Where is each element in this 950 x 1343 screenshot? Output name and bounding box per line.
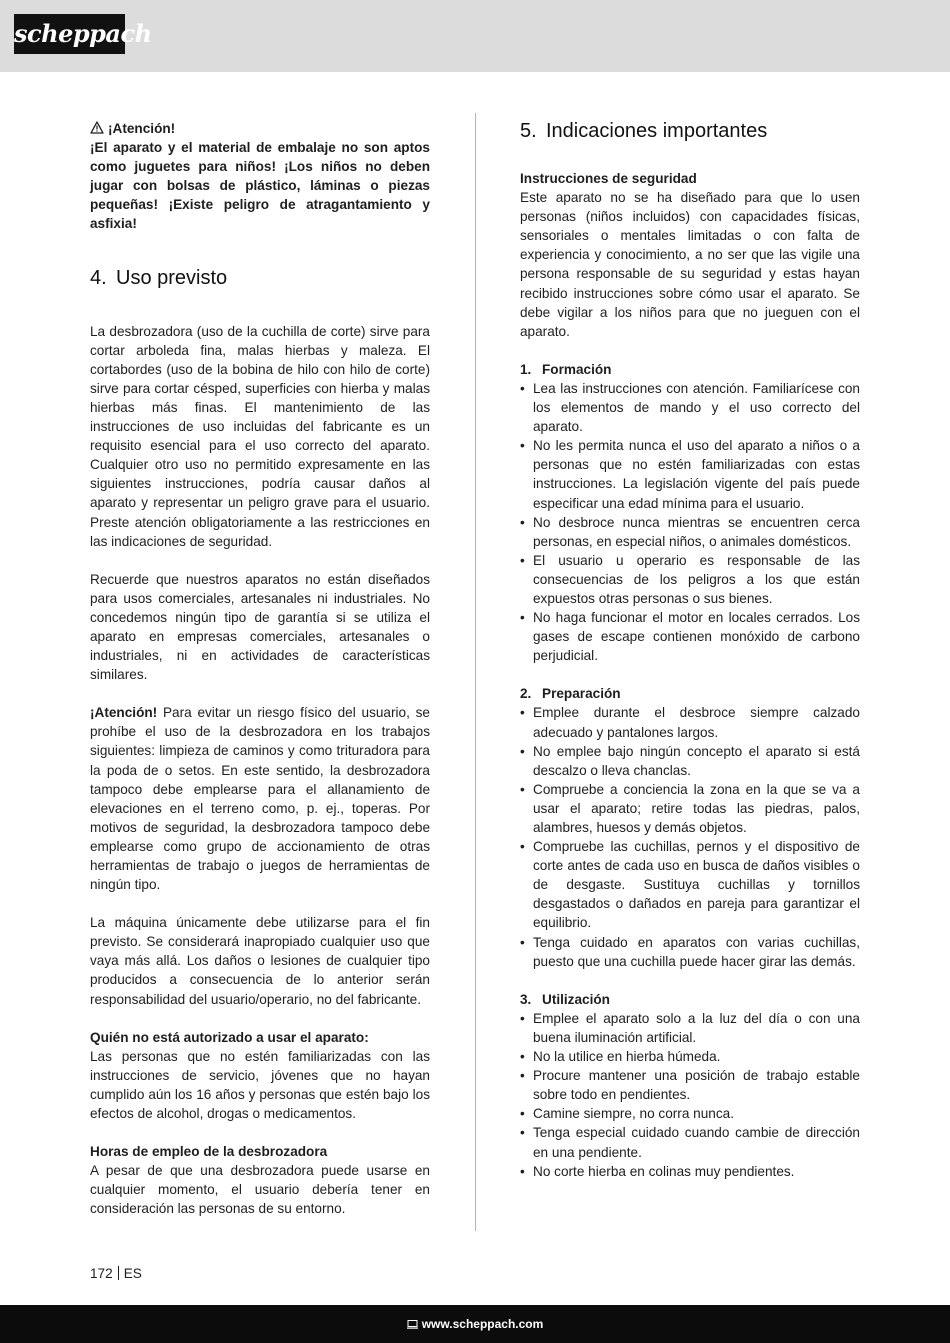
list-item: • El usuario u operario es responsable de las consecuencias de los peligros a los que están expuestos otras personas o sus bienes.: [520, 552, 860, 606]
attention-body: ¡El aparato y el material de embalaje no son aptos como juguetes para niños! ¡Los niños no deben jugar con bolsas de plástico, láminas o piezas pequeñas! ¡Existe peligro de atragantamiento y asfixia!: [90, 140, 430, 232]
list-item: • Emplee el aparato solo a la luz del día o con una buena iluminación artificial.: [520, 1010, 860, 1045]
language-code: ES: [123, 1266, 142, 1281]
safety-instructions-heading: Instrucciones de seguridad: [520, 171, 697, 186]
preparation-heading: 2. Preparación: [520, 686, 621, 702]
list-item: • No la utilice en hierba húmeda.: [520, 1049, 721, 1065]
list-item: • Compruebe las cuchillas, pernos y el dispositivo de corte antes de cada uso en busca de daños visibles o de desgaste. Sustituya cuchillas y tornillos desgastados o dañados en pareja para garantizar el equilibrio.: [520, 839, 860, 931]
list-item: • No emplee bajo ningún concepto el aparato si está descalzo o lleva chanclas.: [520, 743, 860, 778]
not-authorized-heading: Quién no está autorizado a usar el aparato:: [90, 1029, 369, 1045]
preparation-list: [520, 703, 860, 970]
usage-hours-body: A pesar de que una desbrozadora puede usarse en cualquier momento, el usuario debería tener en consideración las personas de su entorno.: [90, 1163, 430, 1217]
column-divider: [475, 113, 476, 1231]
training-heading: 1. Formación: [520, 361, 612, 377]
list-item: • Procure mantener una posición de trabajo estable sobre todo en pendientes.: [520, 1068, 860, 1103]
left-column: [90, 119, 430, 1219]
page-number: 172: [90, 1266, 113, 1281]
safety-instructions-body: Este aparato no se ha diseñado para que lo usen personas (niños incluidos) con capacidades físicas, sensoriales o mentales limitadas o con falta de experiencia y conocimiento, a no ser que las vigile una persona responsable de su seguridad y estas hayan recibido instrucciones sobre cómo usar el aparato. Se debe vigilar a los niños para que no jueguen con el aparato.: [520, 190, 860, 339]
bottom-bar: [0, 1305, 950, 1343]
attention-title: ¡Atención!: [108, 121, 176, 136]
warning-triangle-icon: [90, 121, 104, 134]
footer-separator: [118, 1266, 119, 1280]
list-item: • Compruebe a conciencia la zona en la que se va a usar el aparato; retire todas las piedras, palos, alambres, huesos y demás objetos.: [520, 781, 860, 835]
list-item: • Tenga especial cuidado cuando cambie de dirección en una pendiente.: [520, 1125, 860, 1160]
list-item: • No corte hierba en colinas muy pendientes.: [520, 1163, 795, 1179]
website-link[interactable]: [0, 1305, 950, 1343]
website-url: www.scheppach.com: [421, 1317, 544, 1331]
right-column: [520, 119, 860, 1181]
list-item: • Camine siempre, no corra nunca.: [520, 1106, 734, 1122]
intended-use-paragraph-1: La desbrozadora (uso de la cuchilla de corte) sirve para cortar arboleda fina, malas hierbas y maleza. El cortabordes (uso de la bobina de hilo con hilo de corte) sirve para cortar césped, superficies con hierba y malas hierbas más finas. El mantenimiento de las instrucciones de uso incluidas del fabricante es un requisito esencial para el uso correcto del aparato. Cualquier otro uso no permitido expresamente en las siguientes instrucciones, podría causar daños al aparato y representar un peligro grave para el usuario. Preste atención obligatoriamente a las restricciones en las indicaciones de seguridad.: [90, 323, 430, 549]
training-list: [520, 379, 860, 665]
section-5-title: 5. Indicaciones importantes: [520, 120, 768, 142]
intended-use-paragraph-4: La máquina únicamente debe utilizarse para el fin previsto. Se considerará inapropiado cualquier uso que vaya más allá. Los daños o lesiones de cualquier tipo producidos a consecuencia de lo anterior serán responsabilidad del usuario/operario, no del fabricante.: [90, 915, 430, 1007]
list-item: • Emplee durante el desbroce siempre calzado adecuado y pantalones largos.: [520, 705, 860, 740]
page-header: [0, 0, 950, 72]
usage-list: [520, 1009, 860, 1181]
scheppach-logo: scheppach: [14, 14, 125, 54]
list-item: • No les permita nunca el uso del aparato a niños o a personas que no estén familiarizadas con estas instrucciones. La legislación vigente del país puede especificar una edad mínima para el usuario.: [520, 438, 860, 511]
intended-use-paragraph-2: Recuerde que nuestros aparatos no están diseñados para usos comerciales, artesanales ni industriales. No concedemos ningún tipo de garantía si se utiliza el aparato en empresas comerciales, artesanales o industriales, ni en actividades de características similares.: [90, 571, 430, 683]
attention-heading: [90, 119, 430, 138]
usage-heading: 3. Utilización: [520, 991, 610, 1007]
section-4-title: 4. Uso previsto: [90, 266, 228, 289]
list-item: • Tenga cuidado en aparatos con varias cuchillas, puesto que una cuchilla puede hacer girar las demás.: [520, 934, 860, 969]
computer-icon: [407, 1320, 418, 1329]
usage-hours-heading: Horas de empleo de la desbrozadora: [90, 1144, 328, 1160]
list-item: • No haga funcionar el motor en locales cerrados. Los gases de escape contienen monóxido de carbono perjudicial.: [520, 610, 860, 664]
page-number-footer: [90, 1265, 142, 1283]
not-authorized-body: Las personas que no estén familiarizadas con las instrucciones de servicio, jóvenes que no hayan cumplido aún los 16 años y personas que estén bajo los efectos de alcohol, drogas o medicamentos.: [90, 1048, 430, 1122]
intended-use-paragraph-3: ¡Atención! Para evitar un riesgo físico del usuario, se prohíbe el uso de la desbrozadora en los trabajos siguientes: limpieza de caminos y como trituradora para la poda de o setos. En este sentido, la desbrozadora tampoco debe emplearse para el allanamiento de elevaciones en el terreno como, p. ej., toperas. Por motivos de seguridad, la desbrozadora tampoco debe emplearse como grupo de accionamiento de otras herramientas de trabajo o juegos de herramientas de ningún tipo.: [90, 705, 430, 893]
list-item: • No desbroce nunca mientras se encuentren cerca personas, en especial niños, o animales domésticos.: [520, 514, 860, 549]
list-item: • Lea las instrucciones con atención. Familiarícese con los elementos de mando y el uso correcto del aparato.: [520, 380, 860, 435]
